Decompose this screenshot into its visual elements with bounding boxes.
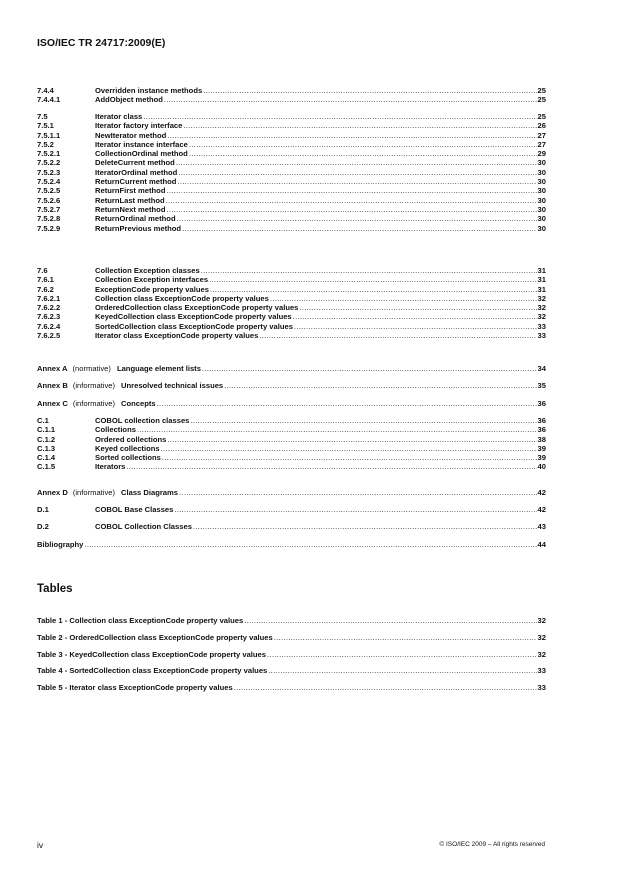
entry-page: 34 xyxy=(537,364,546,373)
entry-title: Table 5 - Iterator class ExceptionCode property values xyxy=(37,683,233,693)
entry-page: 31 xyxy=(537,284,546,294)
entry-number: 7.5.2.3 xyxy=(37,167,61,177)
entry-number: 7.4.4 xyxy=(37,86,54,95)
entry-number: 7.6 xyxy=(37,266,48,275)
entry-title: ReturnFirst method xyxy=(95,186,166,196)
toc-group xyxy=(37,399,546,408)
toc-entry[interactable] xyxy=(37,331,546,340)
entry-title: KeyedCollection class ExceptionCode property values xyxy=(95,312,292,322)
entry-title: Class Diagrams xyxy=(121,488,178,497)
toc-entry[interactable] xyxy=(37,444,546,453)
dot-leader xyxy=(189,149,537,158)
entry-number: C.1.2 xyxy=(37,434,56,444)
dot-leader xyxy=(210,285,537,294)
toc-entry[interactable] xyxy=(37,86,546,95)
toc-entry[interactable] xyxy=(37,214,546,223)
toc-group xyxy=(37,416,546,472)
entry-title: AddObject method xyxy=(95,95,163,105)
entry-title: Collections xyxy=(95,425,136,435)
entry-number: Annex C xyxy=(37,399,68,408)
annex-kind: (informative) xyxy=(72,399,116,408)
entry-number: Annex D xyxy=(37,488,68,497)
entry-number: C.1 xyxy=(37,416,49,425)
entry-title: Table 1 - Collection class ExceptionCode property values xyxy=(37,616,244,625)
toc-entry[interactable] xyxy=(37,149,546,158)
entry-number: 7.5.1.1 xyxy=(37,130,61,140)
entry-page: 44 xyxy=(537,540,546,549)
toc-group xyxy=(37,112,546,233)
entry-page: 40 xyxy=(537,462,546,472)
toc-group xyxy=(37,86,546,105)
toc-entry[interactable] xyxy=(37,616,546,625)
entry-page: 30 xyxy=(537,204,546,214)
toc-entry[interactable] xyxy=(37,275,546,284)
entry-number: 7.5.2.1 xyxy=(37,149,61,159)
entry-title: OrderedCollection class ExceptionCode property values xyxy=(95,303,299,313)
toc-entry[interactable] xyxy=(37,381,546,390)
entry-number: 7.6.2.3 xyxy=(37,312,61,322)
entry-page: 39 xyxy=(537,443,546,453)
toc-entry[interactable] xyxy=(37,540,546,549)
toc-entry[interactable] xyxy=(37,196,546,205)
entry-title: Table 3 - KeyedCollection class ExceptionCode property values xyxy=(37,649,267,659)
dot-leader xyxy=(126,462,536,471)
entry-page: 25 xyxy=(537,95,546,105)
toc-entry[interactable] xyxy=(37,488,546,497)
entry-page: 31 xyxy=(537,275,546,285)
toc-entry[interactable] xyxy=(37,285,546,294)
entry-page: 43 xyxy=(537,522,546,531)
toc-entry[interactable] xyxy=(37,399,546,408)
entry-page: 33 xyxy=(537,331,546,341)
dot-leader xyxy=(182,224,536,233)
dot-leader xyxy=(203,86,536,95)
entry-number: 7.5.2.5 xyxy=(37,186,61,196)
entry-number: 7.6.2.2 xyxy=(37,303,61,313)
entry-page: 30 xyxy=(537,186,546,196)
entry-page: 30 xyxy=(537,177,546,187)
toc-entry[interactable] xyxy=(37,425,546,434)
toc-entry[interactable] xyxy=(37,131,546,140)
entry-title: Iterator instance interface xyxy=(95,139,188,149)
toc-entry[interactable] xyxy=(37,266,546,275)
entry-number: 7.5 xyxy=(37,112,48,121)
dot-leader xyxy=(224,381,536,390)
dot-leader xyxy=(166,205,536,214)
entry-page: 33 xyxy=(537,666,546,676)
entry-title: Language element lists xyxy=(116,364,201,373)
entry-page: 33 xyxy=(537,683,546,693)
dot-leader xyxy=(177,214,537,223)
dot-leader xyxy=(177,177,536,186)
entry-title: Collection Exception classes xyxy=(95,266,200,275)
toc-group xyxy=(37,650,546,659)
dot-leader xyxy=(137,425,537,434)
entry-title: Collection Exception interfaces xyxy=(95,275,209,285)
dot-leader xyxy=(193,522,537,531)
toc-entry[interactable] xyxy=(37,224,546,233)
entry-title: CollectionOrdinal method xyxy=(95,149,188,159)
toc-entry[interactable] xyxy=(37,95,546,104)
dot-leader xyxy=(84,540,536,549)
toc-entry[interactable] xyxy=(37,416,546,425)
annex-kind: (informative) xyxy=(72,381,116,390)
entry-number: Annex A xyxy=(37,364,68,373)
entry-title: Iterator class xyxy=(95,112,143,121)
entry-page: 36 xyxy=(537,399,546,408)
dot-leader xyxy=(183,121,536,130)
toc-entry[interactable] xyxy=(37,186,546,195)
entry-page: 32 xyxy=(537,293,546,303)
dot-leader xyxy=(201,266,537,275)
entry-title: Unresolved technical issues xyxy=(121,381,224,390)
entry-number: 7.6.2.5 xyxy=(37,331,61,341)
toc-entry[interactable] xyxy=(37,112,546,121)
entry-number: 7.4.4.1 xyxy=(37,95,61,105)
toc-group xyxy=(37,522,546,531)
dot-leader xyxy=(162,453,537,462)
entry-title: Iterator class ExceptionCode property values xyxy=(95,331,259,341)
entry-title: Iterator factory interface xyxy=(95,121,183,131)
entry-title: COBOL Collection Classes xyxy=(95,522,192,531)
dot-leader xyxy=(178,168,536,177)
entry-title: ReturnCurrent method xyxy=(95,177,177,187)
entry-page: 36 xyxy=(537,425,546,435)
copyright: © ISO/IEC 2009 – All rights reserved xyxy=(439,841,545,848)
entry-page: 39 xyxy=(537,453,546,463)
document-header: ISO/IEC TR 24717:2009(E) xyxy=(37,37,166,49)
entry-title: Sorted collections xyxy=(95,453,161,463)
entry-page: 31 xyxy=(537,266,546,275)
entry-page: 29 xyxy=(537,149,546,159)
toc-group xyxy=(37,488,546,497)
dot-leader xyxy=(167,131,536,140)
dot-leader xyxy=(179,488,537,497)
toc-entry[interactable] xyxy=(37,453,546,462)
entry-number: 7.6.1 xyxy=(37,275,54,285)
entry-number: 7.5.2.9 xyxy=(37,223,61,233)
toc-entry[interactable] xyxy=(37,312,546,321)
entry-page: 27 xyxy=(537,139,546,149)
entry-title: ExceptionCode property values xyxy=(95,284,209,294)
toc-entry[interactable] xyxy=(37,633,546,642)
entry-number: 7.5.2.4 xyxy=(37,177,61,187)
entry-page: 32 xyxy=(537,649,546,659)
toc-entry[interactable] xyxy=(37,364,546,373)
dot-leader xyxy=(209,275,536,284)
toc-entry[interactable] xyxy=(37,666,546,675)
entry-number: 7.6.2.4 xyxy=(37,321,61,331)
dot-leader xyxy=(244,616,536,625)
toc-entry[interactable] xyxy=(37,522,546,531)
entry-page: 30 xyxy=(537,167,546,177)
toc-group xyxy=(37,540,546,549)
entry-title: Ordered collections xyxy=(95,434,167,444)
entry-number: 7.5.2.8 xyxy=(37,214,61,224)
entry-number: C.1.4 xyxy=(37,453,56,463)
dot-leader xyxy=(157,399,537,408)
toc-entry[interactable] xyxy=(37,303,546,312)
toc-group xyxy=(37,266,546,340)
entry-title: Iterators xyxy=(95,462,126,472)
entry-page: 42 xyxy=(537,505,546,514)
entry-page: 32 xyxy=(537,616,546,625)
annex-kind: (normative) xyxy=(72,364,111,373)
toc-group xyxy=(37,633,546,642)
page-number: iv xyxy=(37,840,44,850)
toc-entry[interactable] xyxy=(37,168,546,177)
entry-number: D.1 xyxy=(37,505,49,514)
tables-heading: Tables xyxy=(37,583,73,595)
entry-page: 27 xyxy=(537,130,546,140)
toc-entry[interactable] xyxy=(37,121,546,130)
entry-title: ReturnLast method xyxy=(95,195,165,205)
entry-title: Concepts xyxy=(121,399,156,408)
entry-title: Bibliography xyxy=(37,540,84,549)
toc-entry[interactable] xyxy=(37,435,546,444)
entry-title: NewIterator method xyxy=(95,130,167,140)
dot-leader xyxy=(202,364,537,373)
entry-page: 38 xyxy=(537,434,546,444)
toc-entry[interactable] xyxy=(37,505,546,514)
dot-leader xyxy=(190,416,536,425)
entry-page: 25 xyxy=(537,112,546,121)
dot-leader xyxy=(270,294,537,303)
dot-leader xyxy=(259,331,536,340)
toc-entry[interactable] xyxy=(37,205,546,214)
entry-title: ReturnPrevious method xyxy=(95,223,182,233)
dot-leader xyxy=(299,303,536,312)
annex-kind: (informative) xyxy=(72,488,116,497)
dot-leader xyxy=(268,666,536,675)
entry-title: Overridden instance methods xyxy=(95,86,203,95)
dot-leader xyxy=(274,633,537,642)
toc-group xyxy=(37,666,546,675)
entry-page: 32 xyxy=(537,303,546,313)
toc-group xyxy=(37,381,546,390)
entry-title: Table 2 - OrderedCollection class ExceptionCode property values xyxy=(37,632,273,642)
entry-page: 36 xyxy=(537,416,546,425)
entry-page: 25 xyxy=(537,86,546,95)
entry-title: COBOL Base Classes xyxy=(95,505,174,514)
toc-entry[interactable] xyxy=(37,322,546,331)
entry-page: 42 xyxy=(537,488,546,497)
entry-page: 30 xyxy=(537,158,546,168)
entry-number: 7.5.2.7 xyxy=(37,204,61,214)
entry-title: COBOL collection classes xyxy=(95,416,190,425)
entry-number: 7.6.2 xyxy=(37,284,54,294)
entry-number: C.1.3 xyxy=(37,443,56,453)
dot-leader xyxy=(189,140,537,149)
toc-entry[interactable] xyxy=(37,462,546,471)
dot-leader xyxy=(161,444,537,453)
dot-leader xyxy=(234,683,537,692)
entry-title: IteratorOrdinal method xyxy=(95,167,178,177)
entry-title: Table 4 - SortedCollection class ExceptionCode property values xyxy=(37,666,268,676)
entry-number: 7.5.1 xyxy=(37,121,54,131)
entry-page: 30 xyxy=(537,214,546,224)
dot-leader xyxy=(293,312,537,321)
entry-page: 35 xyxy=(537,381,546,390)
dot-leader xyxy=(176,158,537,167)
entry-number: 7.6.2.1 xyxy=(37,293,61,303)
entry-page: 33 xyxy=(537,321,546,331)
dot-leader xyxy=(174,505,536,514)
entry-title: DeleteCurrent method xyxy=(95,158,175,168)
entry-number: 7.5.2 xyxy=(37,139,54,149)
entry-title: ReturnNext method xyxy=(95,204,166,214)
dot-leader xyxy=(143,112,536,121)
entry-title: Keyed collections xyxy=(95,443,160,453)
toc-group xyxy=(37,616,546,625)
toc-entry[interactable] xyxy=(37,294,546,303)
entry-title: SortedCollection class ExceptionCode property values xyxy=(95,321,293,331)
dot-leader xyxy=(166,186,536,195)
toc-group xyxy=(37,364,546,373)
entry-number: C.1.5 xyxy=(37,462,56,472)
entry-page: 26 xyxy=(537,121,546,131)
toc-entry[interactable] xyxy=(37,140,546,149)
entry-number: 7.5.2.2 xyxy=(37,158,61,168)
toc-group xyxy=(37,683,546,692)
toc-group xyxy=(37,505,546,514)
toc-entry[interactable] xyxy=(37,177,546,186)
entry-title: ReturnOrdinal method xyxy=(95,214,176,224)
entry-page: 30 xyxy=(537,223,546,233)
dot-leader xyxy=(267,650,537,659)
entry-title: Collection class ExceptionCode property values xyxy=(95,293,269,303)
entry-number: Annex B xyxy=(37,381,68,390)
dot-leader xyxy=(294,322,537,331)
toc-entry[interactable] xyxy=(37,158,546,167)
dot-leader xyxy=(164,95,537,104)
entry-number: 7.5.2.6 xyxy=(37,195,61,205)
toc-entry[interactable] xyxy=(37,683,546,692)
entry-page: 32 xyxy=(537,632,546,642)
toc-entry[interactable] xyxy=(37,650,546,659)
dot-leader xyxy=(167,435,536,444)
entry-page: 30 xyxy=(537,195,546,205)
dot-leader xyxy=(166,196,537,205)
entry-page: 32 xyxy=(537,312,546,322)
entry-number: D.2 xyxy=(37,522,49,531)
entry-number: C.1.1 xyxy=(37,425,56,435)
